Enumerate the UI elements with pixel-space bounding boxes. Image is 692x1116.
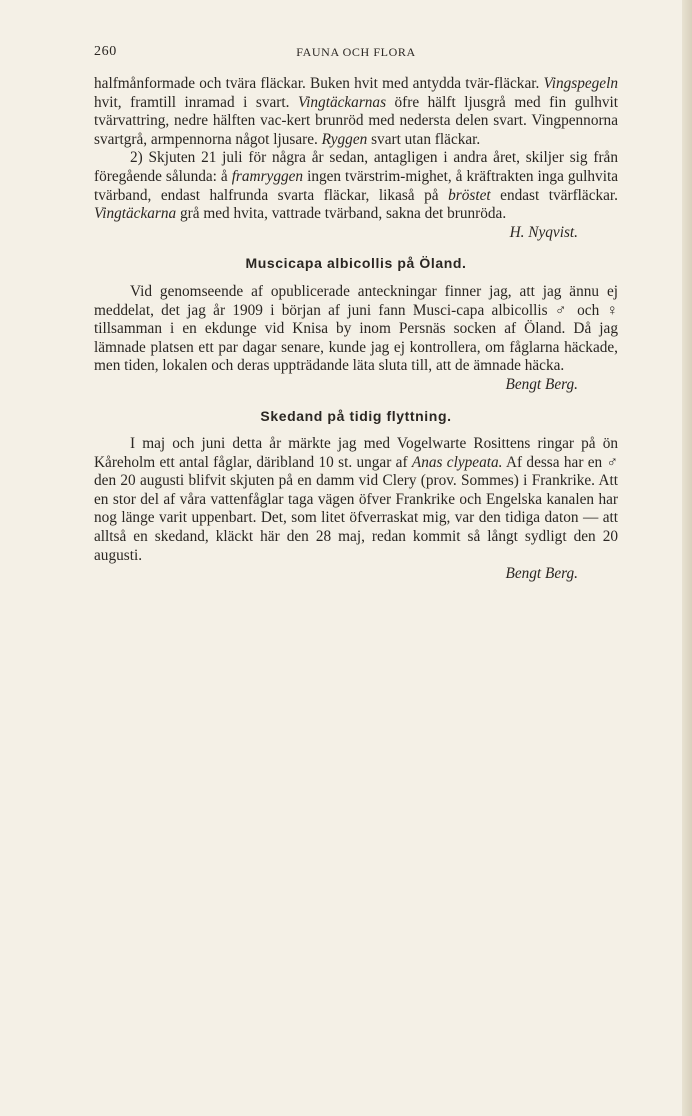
page-header [94, 44, 618, 64]
paragraph-description: halfmånformade och tvära fläckar. Buken hvit med antydda tvär-fläckar. Vingspegeln hvit, framtill inramad i svart. Vingtäckarnas öfre hälft ljusgrå med fin gulhvit tvärvattring, nedre hälften vac-kert brunröd med nedersta delen svart. Vingpennorna svartgrå, armpennorna något ljusare. Ryggen svart utan fläckar. [94, 75, 618, 148]
page-edge [682, 0, 692, 1116]
heading-skedand: Skedand på tidig flyttning. [260, 407, 452, 424]
signature-berg-2: Bengt Berg. [505, 565, 578, 583]
heading-muscicapa: Muscicapa albicollis på Öland. [245, 255, 467, 272]
paragraph-muscicapa: Vid genomseende af opublicerade anteckningar finner jag, att jag ännu ej meddelat, det jag år 1909 i början af juni fann Musci-capa albicollis ♂ och ♀ tillsamman i en ekdunge vid Knisa by inom Persnäs socken af Öland. Då jag lämnade platsen ett par dagar senare, kunde jag ej kontrollera, om fåglarna häckade, men tiden, lokalen och deras uppträdande läta sluta till, att de ämnade häcka. [94, 282, 618, 375]
signature-berg-1: Bengt Berg. [505, 375, 578, 393]
paragraph-skedand: I maj och juni detta år märkte jag med Vogelwarte Rosittens ringar på ön Kåreholm ett antal fåglar, däribland 10 st. ungar af Anas clypeata. Af dessa har en ♂ den 20 augusti blifvit skjuten på en damm vid Clery (prov. Sommes) i Frankrike. Att en stor del af våra vattenfåglar taga vägen öfver Frankrike och Engelska kanalen har nog länge varit uppenbart. Det, som litet öfverraskat mig, var den tidiga daton — att alltså en skedand, kläckt här den 28 maj, redan kommit så långt sydligt den 20 augusti. [94, 435, 618, 564]
page-number: 260 [94, 44, 117, 59]
running-title: FAUNA OCH FLORA [296, 45, 416, 59]
paragraph-specimen-2: 2) Skjuten 21 juli för några år sedan, antagligen i andra året, skiljer sig från föregående sålunda: å framryggen ingen tvärstrim-mighet, å kräftrakten inga gulhvita tvärband, endast halfrunda svarta fläckar, likaså på bröstet endast tvärfläckar. Vingtäckarna grå med hvita, vattrade tvärband, sakna det brunröda. [94, 149, 618, 223]
signature-nyqvist: H. Nyqvist. [509, 223, 578, 241]
body-text [94, 75, 618, 584]
